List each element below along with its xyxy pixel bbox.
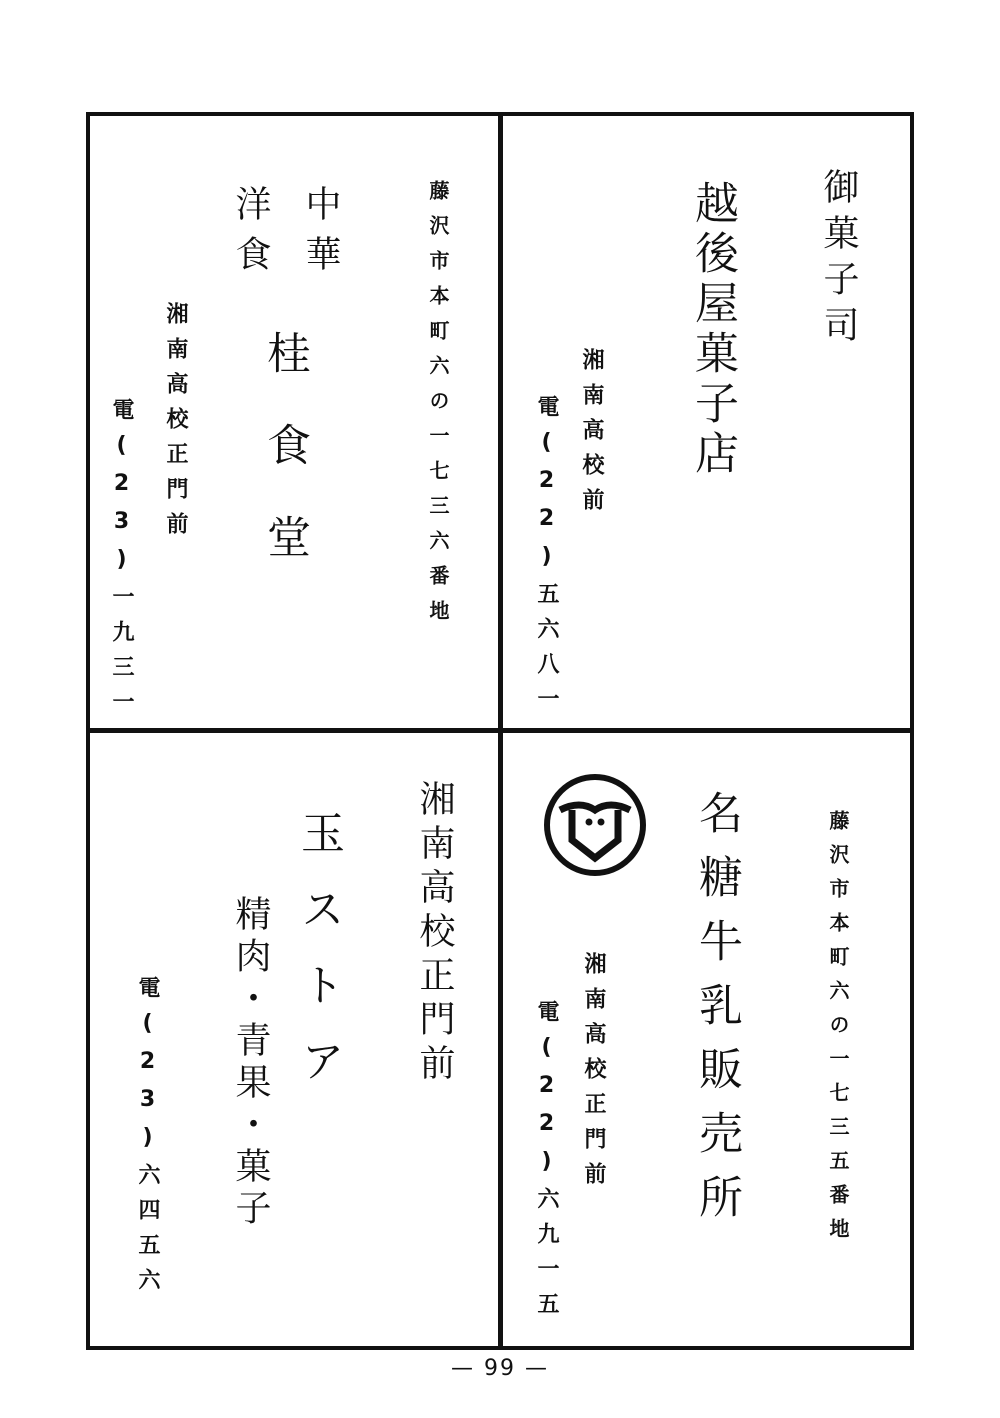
echigoya-phone: 電(22)五六八一 xyxy=(534,395,559,722)
keishokudo-genre-yoshoku: 洋食 xyxy=(230,185,271,285)
echigoya-category: 御菓子司 xyxy=(818,168,859,352)
keishokudo-genre-chuka: 中華 xyxy=(300,185,341,285)
meito-phone: 電(22)六九一五 xyxy=(534,1000,559,1327)
tama-location: 湘南高校正門前 xyxy=(414,780,455,1088)
meito-address: 藤沢市本町六の一七三五番地 xyxy=(826,810,850,1252)
tama-goods: 精肉・青果・菓子 xyxy=(230,895,271,1231)
keishokudo-phone: 電(23)一九三一 xyxy=(109,398,134,725)
meito-location: 湘南高校正門前 xyxy=(581,952,606,1197)
keishokudo-name: 桂食堂 xyxy=(259,330,310,606)
tama-phone: 電(23)六四五六 xyxy=(135,976,160,1303)
cow-face-logo-icon xyxy=(540,770,650,880)
echigoya-name: 越後屋菓子店 xyxy=(687,180,738,480)
horizontal-divider xyxy=(86,728,914,733)
page-number: — 99 — xyxy=(451,1356,549,1381)
echigoya-location: 湘南高校前 xyxy=(579,348,604,523)
keishokudo-location: 湘南高校正門前 xyxy=(163,302,188,547)
tama-name: 玉ストア xyxy=(293,810,344,1114)
keishokudo-address: 藤沢市本町六の一七三六番地 xyxy=(426,180,450,635)
meito-name: 名糖牛乳販売所 xyxy=(691,790,742,1238)
